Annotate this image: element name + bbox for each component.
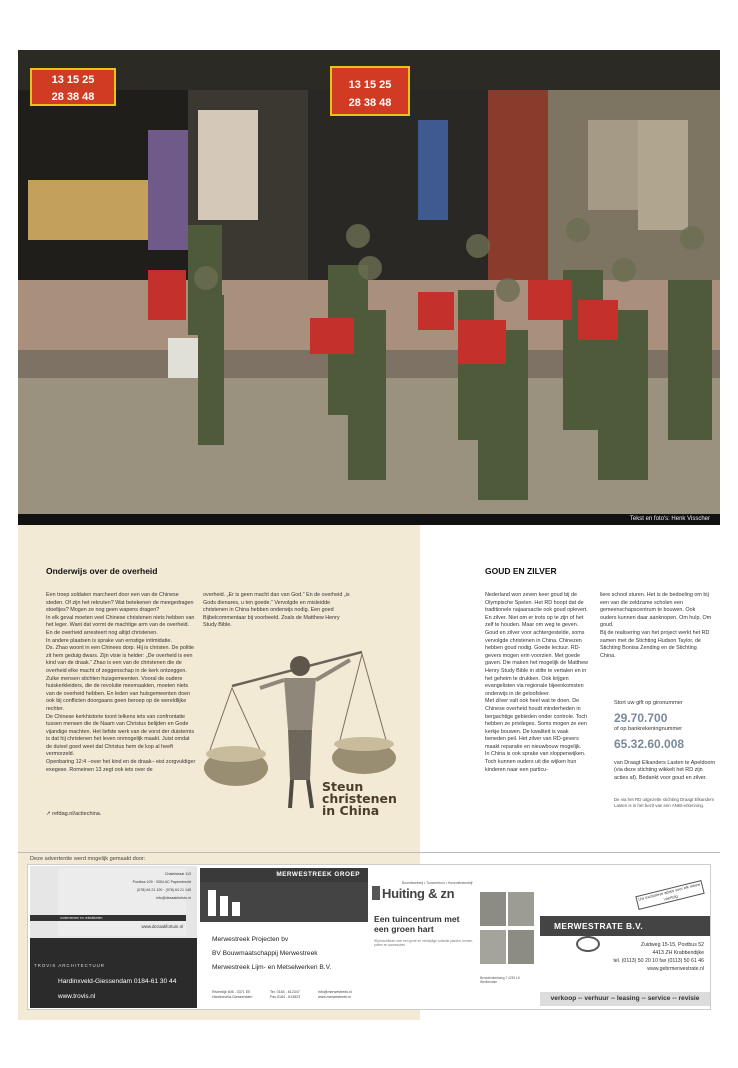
web-line: www.merwestreek.nl — [318, 995, 351, 999]
phone-line: Fax 0184 - 613823 — [270, 995, 301, 999]
paragraph: Bij de realisering van het project werkt het RD samen met de Stichting Hudson Taylor, de Stichting Bonisa Zending en de Stichting China. — [600, 629, 710, 659]
merwestreek-phone — [270, 990, 300, 1000]
soldiers-photo — [18, 50, 720, 514]
merwestrate-stamp: Uw exclusieve adres voor elk nieuw voertuig — [635, 880, 704, 910]
refdag-link[interactable] — [46, 811, 101, 817]
article-right-title: GOUD EN ZILVER — [485, 566, 557, 576]
huiting-slogan: Een tuincentrum met een groen hart — [374, 914, 460, 934]
merwestrate-web[interactable]: www.gebrmerwestrate.nl — [647, 966, 704, 972]
ad-huiting[interactable] — [370, 866, 538, 1008]
ad-trovis-bottom — [30, 938, 197, 1008]
merwestrate-addr: 4413 ZH Krabbendijke — [652, 950, 704, 956]
price-sign-right — [330, 66, 410, 116]
svg-text:28 38 48: 28 38 48 — [51, 91, 95, 103]
link-arrow-icon: ↗ — [46, 811, 51, 817]
steun-christenen-title — [322, 781, 397, 817]
paragraph: Met zilver valt ook heel wat te doen. De Chinese overheid houdt minderheden in bergachtige gebieden onder controle. Toch hebben ze privileges. Soms mogen ze een kerkje bouwen. De kwaliteit is vaak beneden peil. Het zilver van RD-gevers maakt reparatie en nieuwbouw mogelijk. — [485, 698, 588, 750]
paragraph: In andere plaatsen is sprake van ernstige intimidatie. — [46, 637, 172, 644]
ad-band: ondernemen en ontwikkelen — [30, 915, 186, 921]
huiting-photo — [480, 892, 506, 926]
ads-divider — [18, 852, 720, 853]
paragraph: In China is ook sprake van sloppenwijken. Toch kunnen ouders uit die wijken hun kinderen naar een particu- — [485, 751, 586, 773]
merwestreek-line: Merwestreek Projecten bv — [212, 936, 289, 943]
merwestreek-logo-icon — [206, 888, 246, 918]
gift-text: van Draagt Elkanders Lasten te Apeldoorn (via deze stichting wikkelt het RD zijn acties af). Bedankt voor goud en zilver. — [614, 760, 716, 781]
merwestreek-line: BV Bouwmaatschappij Merwestreek — [212, 950, 318, 957]
merwestreek-addr — [212, 990, 252, 1000]
huiting-photo — [508, 930, 534, 964]
merwestreek-web — [318, 990, 352, 1000]
article-right-column-2 — [600, 592, 712, 660]
ad-line: (078) 64 21 100 · (078) 64 21 145 — [137, 888, 191, 892]
merwestreek-banner: MERWESTREEK GROEP — [200, 868, 368, 882]
article-left-column-2 — [203, 592, 353, 630]
gift-fineprint: De via het RD uitgezette stichting Draagt Elkanders Lasten is in het bezit van een ANBI-erkenning. — [614, 797, 715, 809]
addr-line: Hardinxveld-Giessendam — [212, 995, 253, 999]
ad-line: Postbus 109 · 3354 AC Papendrecht — [132, 880, 191, 884]
trovis-url[interactable]: www.trovis.nl — [58, 993, 96, 1000]
merwestreek-line: Merwestreek Lijm- en Metselwerken B.V. — [212, 964, 332, 971]
paragraph: Nederland won zeven keer goud bij de Olympische Spelen. Het RD hoopt dat de traditionele najaarsactie ook goud oplevert. En zilver. Niet om er trots op te zijn of het zelf te houden. Maar om weg te geven. Goud en zilver voor achtergestelde, soms vervolgde christenen in China. Chinezen hebben goud nodig. Goede lectuur. RD-gevers mogen erin voorzien. Met goede gaven. Die maken het mogelijk de Matthew Henry Study Bible in stilte te vertalen en in het geheim te drukken. Ook krijgen evangelisten via regionale bijeenkomsten onderwijs in de geloofsleer. — [485, 592, 589, 697]
merwestrate-footer: verkoop -- verhuur -- leasing -- service -- revisie — [540, 992, 710, 1006]
paragraph: overheid. „Er is geen macht dan van God.” En de overheid „is Gods dienares, u ten goede.” Vervolgde en misleidde christenen in China hebben onderwijs nodig. Een goed Bijbelcommentaar bij voorbeeld. Zoals de Matthew Henry Study Bible. — [203, 592, 350, 629]
paragraph: In elk geval moeten veel Chinese christenen niets hebben van het leger. Want dat vormt de machtige arm van de overheid. En de overheid arresteert nog altijd christenen. — [46, 614, 195, 636]
link-text: refdag.nl/actiechina. — [52, 811, 102, 817]
web-line: info@merwestreek.nl — [318, 990, 352, 994]
ad-trovis[interactable] — [30, 866, 197, 1008]
hero-photo — [18, 50, 720, 525]
huiting-logo-icon — [372, 886, 380, 900]
huiting-brand: Huiting & zn — [382, 886, 455, 901]
paragraph: Openbaring 12:4 –over het kind en de draak– eist zorgvuldiger exegese. Romeinen 13 zegt ook iets over de — [46, 759, 196, 773]
steun-line: Steun — [322, 779, 364, 794]
paragraph: Een troep soldaten marcheert door een van de Chinese steden. Of zijn het rekruten? Wat betekenen de meegedragen stoeltjes? Mogen ze nog geen wapens dragen? — [46, 592, 194, 614]
paragraph: De Chinese kerkhistorie toont telkens iets van confrontatie tussen mensen die de Naam van Christus belijden en Gode vijandige machten. Het liefste werk van de vorst der duisternis is dat hij christenen het leven onmogelijk maakt. Juist omdat de duivel goed weet dat Christus hem de kop al heeft vermorzeld. — [46, 713, 195, 758]
huiting-address: Benedenkerkweg 7 4251 LK Werkendam — [480, 976, 521, 985]
soldiers-photo-illustration — [18, 50, 720, 514]
svg-text:13 15 25: 13 15 25 — [348, 79, 392, 91]
merwestrate-addr: Zuidweg 15-15, Postbus 52 — [640, 942, 704, 948]
bank-number: 65.32.60.008 — [614, 737, 685, 751]
paragraph: Ds. Zhao woont in een Chinees dorp. Hij is christen. De politie zit hem geduig dwars. Zijn visie is helder: „De overheid is een kind van de draak.” Zhao is een van de christenen die de overheid elke macht of zeggenschap in de kerk ontzeggen. Zulke mensen stichten huisgemeenten. Vooral de oudere huiskerkleiders, die de revolutie meemaakten, moeten niets van de overheid hebben. En leden van huisgemeenten doen ook bij conflicten doorgaans geen beroep op de wereldlijke rechter. — [46, 645, 195, 712]
huiting-photo — [508, 892, 534, 926]
huiting-fineprint: Wij beschikken over een grote en veelzijdige collectie planten, bomen, potten en accessoires. — [374, 939, 474, 948]
price-sign-left — [30, 68, 116, 106]
merwestrate-brand: MERWESTRATE B.V. — [540, 916, 710, 936]
photo-credit: Tekst en foto's: Henk Visscher — [18, 514, 720, 525]
giro-number: 29.70.700 — [614, 711, 668, 725]
ad-line: Chaletstraat 113 — [164, 872, 191, 876]
svg-text:13 15 25: 13 15 25 — [51, 74, 95, 86]
article-left-title: Onderwijs over de overheid — [46, 566, 158, 576]
car-brand-logo-icon — [576, 936, 600, 952]
trovis-place: Hardinxveld-Giessendam 0184-61 30 44 — [58, 978, 177, 985]
ad-merwestreek[interactable] — [200, 866, 368, 1008]
merwestreek-logo — [200, 882, 368, 922]
article-right-column-1 — [485, 592, 590, 774]
merwestrate-addr: tel. (0113) 50 20 10 fax (0113) 50 61 46 — [613, 958, 704, 964]
steun-line: in China — [322, 803, 380, 818]
gift-mid: of op bankrekeningnummer — [614, 726, 683, 732]
ads-note: Deze advertentie werd mogelijk gemaakt door: — [30, 856, 146, 862]
trovis-brand: TROVIS ARCHITECTUUR — [34, 963, 105, 968]
ad-line: info@dezaakfortuin.nl — [156, 896, 191, 900]
gift-intro: Stort uw gift op gironummer — [614, 700, 683, 706]
ad-url[interactable]: www.dezaakfortuin.nl — [141, 924, 183, 929]
article-left-column-1 — [46, 592, 196, 774]
paragraph: liere school sturen. Het is de bedoeling om bij een van die zeldzame scholen een gemeenschapscentrum te bouwen. Ook ouders kunnen daar aanknopen. Om hulp. Om goud. — [600, 592, 712, 629]
steun-line: christenen — [322, 791, 397, 806]
huiting-photo — [480, 930, 506, 964]
phone-line: Tel. 0184 - 612347 — [270, 990, 300, 994]
ad-merwestrate[interactable] — [540, 866, 710, 1008]
huiting-tagline: Boomkwekerij • Tuincentrum • Hoveniersbedrijf — [402, 881, 473, 885]
svg-text:28 38 48: 28 38 48 — [348, 97, 392, 109]
addr-line: Rivierdijk 606 - 3371 EE — [212, 990, 251, 994]
